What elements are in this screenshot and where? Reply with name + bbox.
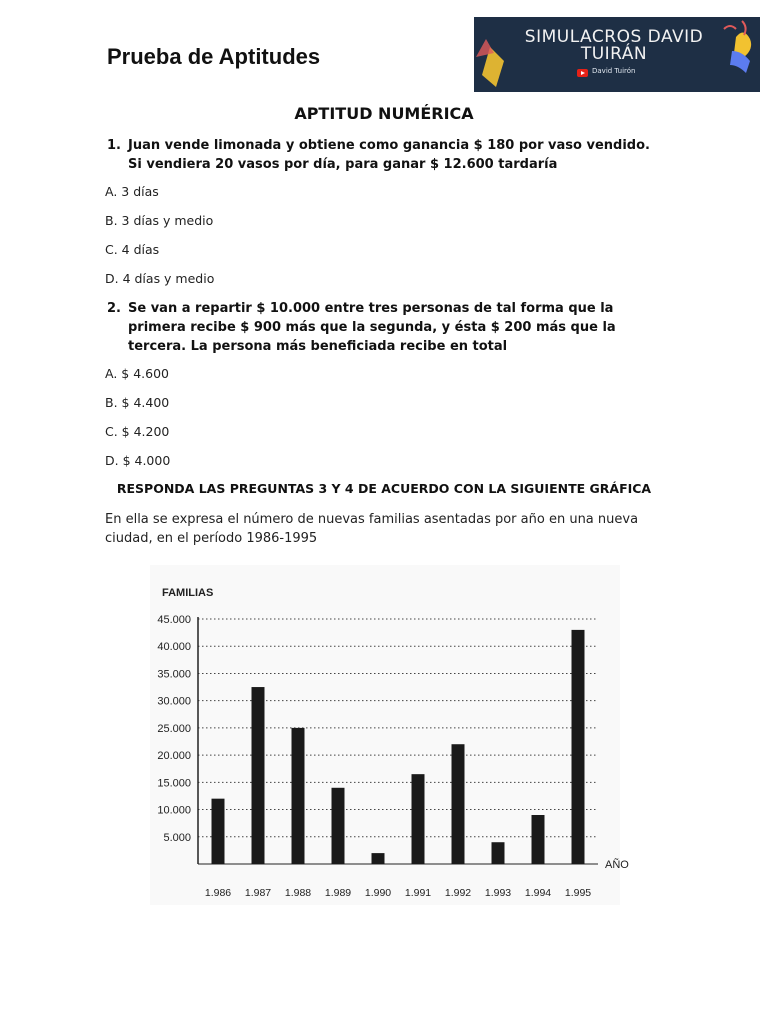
bar bbox=[332, 788, 345, 864]
bar bbox=[212, 799, 225, 864]
question-number: 2. bbox=[107, 301, 121, 316]
bar bbox=[412, 774, 425, 864]
option-a: A. $ 4.600 bbox=[105, 366, 169, 381]
option-b: B. $ 4.400 bbox=[105, 395, 170, 410]
option-a: A. 3 días bbox=[105, 184, 159, 199]
channel-banner bbox=[474, 17, 760, 92]
x-tick-label: 1.987 bbox=[244, 887, 272, 899]
x-tick-label: 1.992 bbox=[444, 887, 472, 899]
option-c: C. 4 días bbox=[105, 242, 160, 257]
youtube-icon bbox=[577, 69, 588, 77]
x-axis-label: AÑO bbox=[605, 859, 629, 871]
instruction-text: RESPONDA LAS PREGUNTAS 3 Y 4 DE ACUERDO CON LA SIGUIENTE GRÁFICA bbox=[116, 481, 652, 496]
y-tick-label: 25.000 bbox=[157, 722, 191, 735]
bar bbox=[572, 630, 585, 864]
y-tick-label: 20.000 bbox=[157, 750, 191, 763]
y-tick-label: 15.000 bbox=[157, 777, 191, 790]
banner-title: SIMULACROS DAVID TUIRÁN bbox=[524, 27, 704, 64]
y-tick-label: 40.000 bbox=[157, 641, 191, 654]
x-tick-label: 1.993 bbox=[484, 887, 512, 899]
section-heading: APTITUD NUMÉRICA bbox=[294, 104, 474, 123]
y-tick-label: 5.000 bbox=[163, 831, 191, 844]
bar bbox=[452, 744, 465, 864]
option-d: D. $ 4.000 bbox=[105, 453, 171, 468]
x-tick-label: 1.995 bbox=[564, 887, 592, 899]
option-d: D. 4 días y medio bbox=[105, 271, 215, 286]
y-axis-label: FAMILIAS bbox=[162, 587, 214, 599]
y-tick-label: 30.000 bbox=[157, 695, 191, 708]
y-tick-label: 35.000 bbox=[157, 668, 191, 681]
x-tick-label: 1.990 bbox=[364, 887, 392, 899]
x-tick-label: 1.986 bbox=[204, 887, 232, 899]
chart-description: En ella se expresa el número de nuevas familias asentadas por año en una nueva ciudad, en el período 1986-1995 bbox=[105, 512, 639, 546]
x-tick-label: 1.989 bbox=[324, 887, 352, 899]
bar bbox=[492, 842, 505, 864]
bar bbox=[372, 853, 385, 864]
x-tick-label: 1.988 bbox=[284, 887, 312, 899]
bar bbox=[252, 687, 265, 864]
question-text: Se van a repartir $ 10.000 entre tres personas de tal forma que la primera recibe $ 900 más que la segunda, y ésta $ 200 más que la tercera. La persona más beneficiada recibe en total bbox=[128, 301, 616, 354]
question-1 bbox=[107, 136, 667, 174]
y-tick-label: 10.000 bbox=[157, 804, 191, 817]
question-number: 1. bbox=[107, 138, 121, 153]
families-bar-chart bbox=[150, 565, 629, 905]
bar bbox=[532, 815, 545, 864]
question-2 bbox=[107, 299, 667, 356]
question-text: Juan vende limonada y obtiene como ganancia $ 180 por vaso vendido. Si vendiera 20 vasos por día, para ganar $ 12.600 tardaría bbox=[128, 138, 650, 172]
x-tick-label: 1.991 bbox=[404, 887, 432, 899]
y-tick-label: 45.000 bbox=[157, 614, 191, 626]
x-tick-label: 1.994 bbox=[524, 887, 552, 899]
banner-author: David Tuirón bbox=[592, 67, 636, 75]
bar bbox=[292, 728, 305, 864]
option-b: B. 3 días y medio bbox=[105, 213, 214, 228]
option-c: C. $ 4.200 bbox=[105, 424, 170, 439]
page-title: Prueba de Aptitudes bbox=[107, 44, 321, 69]
